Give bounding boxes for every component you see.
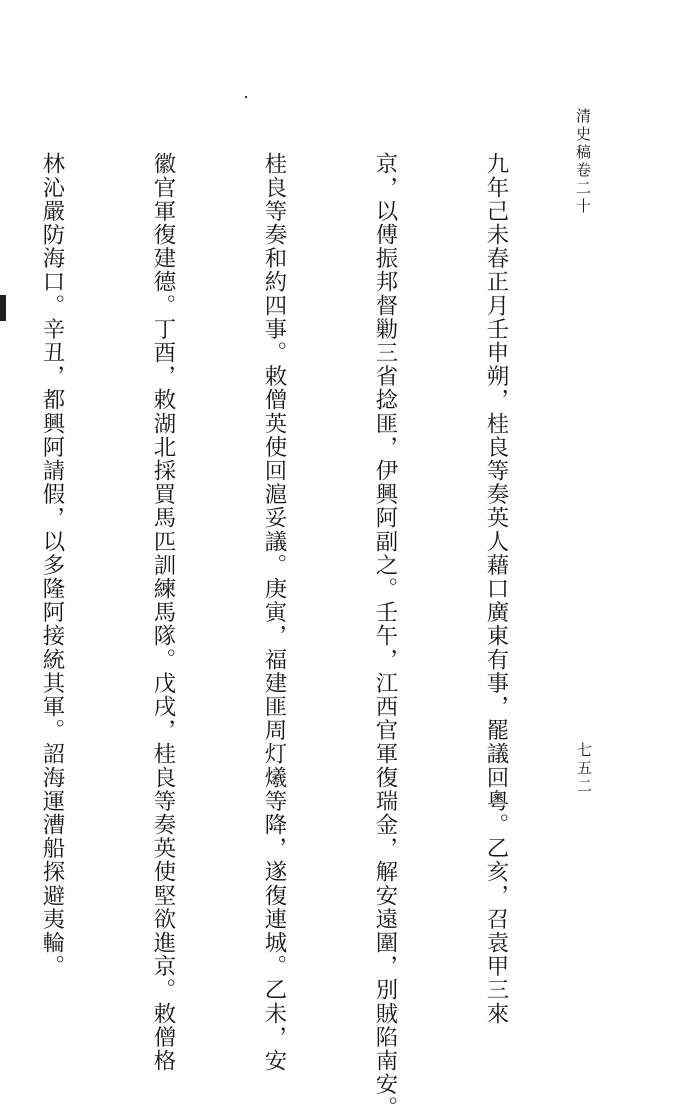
text-body <box>39 152 588 1120</box>
text-column: 林沁嚴防海口。辛丑，都興阿請假，以多隆阿接統其軍。詔海運漕船探避夷輪。 <box>39 152 65 978</box>
text-column: 九年己未春正月壬申朔，桂良等奏英人藉口廣東有事，罷議回粵。乙亥，召袁甲三來 <box>483 152 509 1026</box>
book-title: 清史稿卷二十 <box>574 108 592 216</box>
text-column: 桂良等奏和約四事。敕僧英使回滬妥議。庚寅，福建匪周灯爔等降，遂復連城。乙未，安 <box>261 152 287 1073</box>
page-number: 七五二 <box>575 742 593 796</box>
text-column: 京，以傅振邦督勦三省捻匪，伊興阿副之。壬午，江西官軍復瑞金，解安遠圍，別賊陷南安。 <box>372 152 398 1120</box>
text-column: 徽官軍復建德。丁酉，敕湖北採買馬匹訓練馬隊。戊戌，桂良等奏英使堅欲進京。敕僧格 <box>150 152 176 1073</box>
speck-mark <box>245 96 247 98</box>
